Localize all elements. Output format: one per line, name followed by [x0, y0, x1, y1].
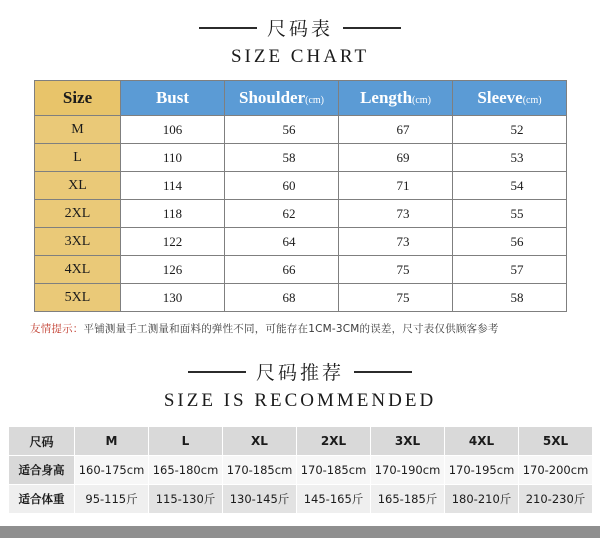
- cell-length: 73: [339, 228, 453, 256]
- rec-size-m: M: [75, 427, 149, 456]
- rec-row-weight: [9, 485, 593, 514]
- cell-sleeve: 56: [453, 228, 567, 256]
- rec-size-2xl: 2XL: [297, 427, 371, 456]
- cell-shoulder: 60: [225, 172, 339, 200]
- rec-cell: 130-145斤: [223, 485, 297, 514]
- cell-sleeve: 55: [453, 200, 567, 228]
- cell-shoulder: 68: [225, 284, 339, 312]
- header-size-label: Size: [62, 88, 93, 107]
- header-sleeve: [453, 81, 567, 116]
- cell-size: 2XL: [35, 200, 121, 228]
- cell-size: 3XL: [35, 228, 121, 256]
- rec-size-4xl: 4XL: [445, 427, 519, 456]
- header-sleeve-label: Sleeve: [477, 88, 523, 107]
- cell-length: 71: [339, 172, 453, 200]
- table-row: [35, 228, 567, 256]
- header-length-label: Length: [360, 88, 413, 107]
- size-chart-table-wrap: [34, 80, 566, 312]
- rec-cell: 115-130斤: [149, 485, 223, 514]
- rec-cell: 165-180cm: [149, 456, 223, 485]
- rec-size-l: L: [149, 427, 223, 456]
- cell-sleeve: 57: [453, 256, 567, 284]
- rec-row-height: [9, 456, 593, 485]
- cell-shoulder: 64: [225, 228, 339, 256]
- header-bust-label: Bust: [155, 88, 190, 107]
- title-rule-row: [0, 14, 600, 41]
- header-length-unit: (cm): [412, 95, 431, 106]
- rule-right-2: [354, 371, 412, 373]
- header-shoulder-label: Shoulder: [238, 88, 306, 107]
- rec-cell: 180-210斤: [445, 485, 519, 514]
- cell-shoulder: 62: [225, 200, 339, 228]
- size-recommend-title-cn: 尺码推荐: [255, 362, 344, 384]
- size-recommend-table-wrap: [8, 426, 592, 514]
- size-chart-title-en: SIZE CHART: [230, 46, 370, 67]
- size-recommend-title-en: SIZE IS RECOMMENDED: [163, 390, 437, 411]
- cell-bust: 126: [121, 256, 225, 284]
- table-header-row: [35, 81, 567, 116]
- cell-size: XL: [35, 172, 121, 200]
- cell-sleeve: 58: [453, 284, 567, 312]
- rec-cell: 170-185cm: [223, 456, 297, 485]
- cell-shoulder: 56: [225, 116, 339, 144]
- cell-sleeve: 54: [453, 172, 567, 200]
- rule-left-2: [188, 371, 246, 373]
- cell-bust: 122: [121, 228, 225, 256]
- cell-bust: 130: [121, 284, 225, 312]
- header-size: [35, 81, 121, 116]
- table-row: [35, 256, 567, 284]
- rule-right: [343, 27, 401, 29]
- rec-row-label: 适合体重: [9, 485, 75, 514]
- rec-header-row: [9, 427, 593, 456]
- rec-size-5xl: 5XL: [519, 427, 593, 456]
- rec-cell: 170-185cm: [297, 456, 371, 485]
- rec-cell: 210-230斤: [519, 485, 593, 514]
- cell-shoulder: 58: [225, 144, 339, 172]
- size-chart-note-label: 友情提示：: [30, 323, 84, 335]
- header-bust: [121, 81, 225, 116]
- rec-cell: 160-175cm: [75, 456, 149, 485]
- size-recommend-title-block: [0, 336, 600, 412]
- rec-corner-label: 尺码: [9, 427, 75, 456]
- rec-cell: 170-200cm: [519, 456, 593, 485]
- rec-size-3xl: 3XL: [371, 427, 445, 456]
- header-shoulder: [225, 81, 339, 116]
- cell-shoulder: 66: [225, 256, 339, 284]
- cell-sleeve: 53: [453, 144, 567, 172]
- table-row: [35, 116, 567, 144]
- rec-cell: 170-195cm: [445, 456, 519, 485]
- cell-length: 67: [339, 116, 453, 144]
- cell-length: 75: [339, 256, 453, 284]
- size-chart-title-block: [0, 0, 600, 68]
- bottom-strip: [0, 526, 600, 538]
- header-shoulder-unit: (cm): [305, 95, 325, 106]
- rec-cell: 145-165斤: [297, 485, 371, 514]
- table-row: [35, 284, 567, 312]
- rec-size-xl: XL: [223, 427, 297, 456]
- cell-sleeve: 52: [453, 116, 567, 144]
- rule-left: [199, 27, 257, 29]
- table-row: [35, 200, 567, 228]
- cell-bust: 114: [121, 172, 225, 200]
- cell-length: 75: [339, 284, 453, 312]
- cell-size: L: [35, 144, 121, 172]
- table-row: [35, 172, 567, 200]
- rec-cell: 165-185斤: [371, 485, 445, 514]
- size-chart-table: [34, 80, 567, 312]
- rec-row-label: 适合身高: [9, 456, 75, 485]
- table-row: [35, 144, 567, 172]
- cell-length: 69: [339, 144, 453, 172]
- cell-length: 73: [339, 200, 453, 228]
- rec-cell: 95-115斤: [75, 485, 149, 514]
- header-length: [339, 81, 453, 116]
- header-sleeve-unit: (cm): [522, 95, 542, 106]
- cell-size: M: [35, 116, 121, 144]
- title-rule-row-2: [0, 358, 600, 385]
- cell-size: 4XL: [35, 256, 121, 284]
- size-recommend-table: [8, 426, 593, 514]
- size-chart-note: [30, 321, 570, 336]
- rec-cell: 170-190cm: [371, 456, 445, 485]
- cell-bust: 106: [121, 116, 225, 144]
- size-chart-note-body: 平铺测量手工测量和面料的弹性不同，可能存在1CM-3CM的误差，尺寸表仅供顾客参考: [83, 323, 499, 335]
- cell-size: 5XL: [35, 284, 121, 312]
- cell-bust: 118: [121, 200, 225, 228]
- size-chart-title-cn: 尺码表: [266, 18, 333, 40]
- cell-bust: 110: [121, 144, 225, 172]
